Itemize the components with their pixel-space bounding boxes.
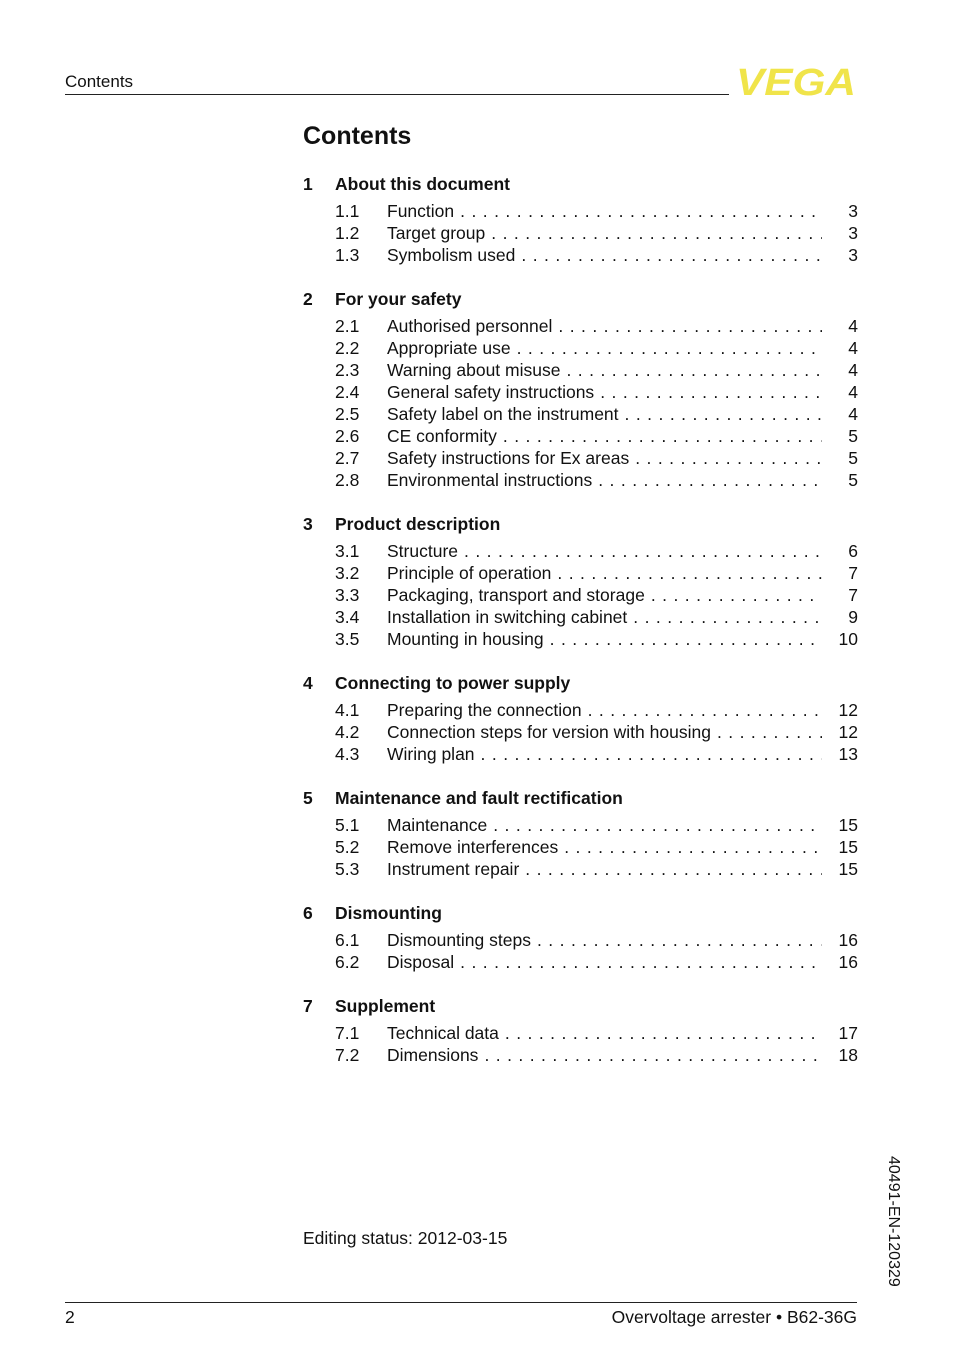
toc-entry-label: Symbolism used xyxy=(387,244,516,265)
toc-entry-page: 16 xyxy=(838,929,858,950)
toc-section xyxy=(303,170,858,266)
toc-section-title: Supplement xyxy=(335,995,436,1016)
toc-section-number: 7 xyxy=(303,995,313,1016)
toc-entry-number: 2.4 xyxy=(335,381,360,402)
toc-dot-leader xyxy=(491,223,822,244)
toc-entry-page: 6 xyxy=(848,540,858,561)
toc-entry-number: 6.1 xyxy=(335,929,360,950)
toc-entry-page: 3 xyxy=(848,222,858,243)
toc-dot-leader xyxy=(517,338,822,359)
toc-section-heading[interactable] xyxy=(303,285,858,313)
toc-entry-page: 4 xyxy=(848,403,858,424)
toc-entry-label: Connection steps for version with housing xyxy=(387,721,711,742)
toc-entry-number: 5.3 xyxy=(335,858,360,879)
toc-entry[interactable] xyxy=(303,584,858,606)
toc-dot-leader xyxy=(460,201,822,222)
toc-entry-page: 12 xyxy=(838,699,858,720)
toc-entry-page: 4 xyxy=(848,381,858,402)
toc-dot-leader xyxy=(633,607,822,628)
toc-entry-number: 6.2 xyxy=(335,951,360,972)
toc-entry-page: 15 xyxy=(838,836,858,857)
toc-entry[interactable] xyxy=(303,606,858,628)
toc-entry-label: Dimensions xyxy=(387,1044,479,1065)
toc-entry[interactable] xyxy=(303,562,858,584)
toc-entry-number: 2.7 xyxy=(335,447,360,468)
toc-entry-label: Safety label on the instrument xyxy=(387,403,619,424)
vega-logo xyxy=(735,64,857,98)
toc-section-heading[interactable] xyxy=(303,510,858,538)
toc-entry[interactable] xyxy=(303,447,858,469)
toc-entry-number: 1.1 xyxy=(335,200,360,221)
toc-entry-label: Remove interferences xyxy=(387,836,559,857)
header-rule xyxy=(65,94,729,95)
toc-entry-page: 4 xyxy=(848,359,858,380)
toc-section xyxy=(303,784,858,880)
toc-section-heading[interactable] xyxy=(303,992,858,1020)
toc-entry-label: Packaging, transport and storage xyxy=(387,584,645,605)
toc-dot-leader xyxy=(481,744,822,765)
toc-entry[interactable] xyxy=(303,1022,858,1044)
toc-entry-label: Preparing the connection xyxy=(387,699,582,720)
toc-entry-page: 4 xyxy=(848,315,858,336)
toc-entry[interactable] xyxy=(303,814,858,836)
toc-dot-leader xyxy=(651,585,822,606)
toc-entry-page: 13 xyxy=(838,743,858,764)
toc-section-title: Product description xyxy=(335,513,501,534)
toc-dot-leader xyxy=(550,629,822,650)
toc-entry-number: 2.1 xyxy=(335,315,360,336)
toc-dot-leader xyxy=(493,815,822,836)
toc-entry-page: 15 xyxy=(838,814,858,835)
toc-dot-leader xyxy=(505,1023,822,1044)
toc-entry-page: 3 xyxy=(848,244,858,265)
toc-section xyxy=(303,899,858,973)
toc-entry[interactable] xyxy=(303,836,858,858)
toc-entry-label: Technical data xyxy=(387,1022,499,1043)
toc-entry-page: 16 xyxy=(838,951,858,972)
toc-dot-leader xyxy=(557,563,822,584)
toc-dot-leader xyxy=(537,930,822,951)
editing-status: Editing status: 2012-03-15 xyxy=(303,1228,508,1248)
toc-entry-label: Appropriate use xyxy=(387,337,511,358)
toc-entry[interactable] xyxy=(303,315,858,337)
svg-text:VEGA: VEGA xyxy=(736,64,856,98)
toc-entry-page: 7 xyxy=(848,562,858,583)
toc-section xyxy=(303,285,858,491)
toc-section-heading[interactable] xyxy=(303,784,858,812)
toc-entry[interactable] xyxy=(303,381,858,403)
toc-entry-label: Disposal xyxy=(387,951,455,972)
toc-entry[interactable] xyxy=(303,699,858,721)
toc-section xyxy=(303,669,858,765)
vega-logo-icon xyxy=(735,64,857,98)
table-of-contents xyxy=(303,170,858,1085)
toc-dot-leader xyxy=(460,952,822,973)
toc-section-title: Dismounting xyxy=(335,902,442,923)
toc-entry[interactable] xyxy=(303,1044,858,1066)
toc-section-number: 6 xyxy=(303,902,313,923)
toc-entry-page: 4 xyxy=(848,337,858,358)
toc-entry-number: 2.5 xyxy=(335,403,360,424)
toc-section-title: Connecting to power supply xyxy=(335,672,571,693)
toc-dot-leader xyxy=(598,470,822,491)
toc-entry-page: 5 xyxy=(848,447,858,468)
toc-entry[interactable] xyxy=(303,403,858,425)
toc-dot-leader xyxy=(503,426,822,447)
toc-entry-page: 7 xyxy=(848,584,858,605)
toc-dot-leader xyxy=(464,541,822,562)
toc-entry[interactable] xyxy=(303,222,858,244)
toc-entry-number: 4.2 xyxy=(335,721,360,742)
toc-entry[interactable] xyxy=(303,244,858,266)
toc-section xyxy=(303,992,858,1066)
toc-entry-number: 3.2 xyxy=(335,562,360,583)
toc-dot-leader xyxy=(566,360,822,381)
toc-entry-number: 3.5 xyxy=(335,628,360,649)
toc-entry[interactable] xyxy=(303,337,858,359)
footer-product-name: Overvoltage arrester • B62-36G xyxy=(611,1307,857,1327)
toc-entry-label: Warning about misuse xyxy=(387,359,561,380)
toc-section-heading[interactable] xyxy=(303,899,858,927)
toc-entry-number: 3.1 xyxy=(335,540,360,561)
toc-entry-label: Wiring plan xyxy=(387,743,475,764)
toc-dot-leader xyxy=(558,316,822,337)
toc-entry-page: 12 xyxy=(838,721,858,742)
toc-section-number: 3 xyxy=(303,513,313,534)
toc-entry[interactable] xyxy=(303,359,858,381)
toc-entry-page: 5 xyxy=(848,469,858,490)
toc-entry-number: 7.1 xyxy=(335,1022,360,1043)
page-title: Contents xyxy=(303,122,412,150)
toc-entry-number: 7.2 xyxy=(335,1044,360,1065)
toc-entry[interactable] xyxy=(303,200,858,222)
footer-rule xyxy=(65,1302,857,1303)
toc-dot-leader xyxy=(600,382,822,403)
toc-entry[interactable] xyxy=(303,425,858,447)
toc-entry-label: Maintenance xyxy=(387,814,488,835)
toc-entry-number: 5.1 xyxy=(335,814,360,835)
toc-entry-number: 2.2 xyxy=(335,337,360,358)
toc-entry-label: Safety instructions for Ex areas xyxy=(387,447,630,468)
toc-entry[interactable] xyxy=(303,540,858,562)
document-code: 40491-EN-120329 xyxy=(885,1156,902,1287)
toc-dot-leader xyxy=(635,448,822,469)
toc-entry-number: 3.4 xyxy=(335,606,360,627)
toc-entry-label: Environmental instructions xyxy=(387,469,593,490)
toc-section-title: About this document xyxy=(335,173,510,194)
toc-entry[interactable] xyxy=(303,858,858,880)
toc-entry-label: Mounting in housing xyxy=(387,628,544,649)
toc-section-number: 2 xyxy=(303,288,313,309)
toc-entry-label: CE conformity xyxy=(387,425,497,446)
toc-entry-label: Principle of operation xyxy=(387,562,552,583)
toc-entry-label: Structure xyxy=(387,540,458,561)
toc-entry-page: 17 xyxy=(838,1022,858,1043)
toc-entry-number: 4.3 xyxy=(335,743,360,764)
toc-entry-number: 4.1 xyxy=(335,699,360,720)
toc-section-heading[interactable] xyxy=(303,669,858,697)
toc-dot-leader xyxy=(484,1045,822,1066)
toc-entry-page: 18 xyxy=(838,1044,858,1065)
toc-entry-page: 15 xyxy=(838,858,858,879)
toc-entry-page: 10 xyxy=(838,628,858,649)
toc-dot-leader xyxy=(564,837,822,858)
toc-entry-page: 5 xyxy=(848,425,858,446)
toc-dot-leader xyxy=(625,404,822,425)
toc-entry-number: 1.2 xyxy=(335,222,360,243)
toc-section xyxy=(303,510,858,650)
toc-entry[interactable] xyxy=(303,469,858,491)
toc-entry[interactable] xyxy=(303,628,858,650)
toc-dot-leader xyxy=(521,245,822,266)
toc-dot-leader xyxy=(588,700,822,721)
toc-entry-number: 2.3 xyxy=(335,359,360,380)
toc-section-heading[interactable] xyxy=(303,170,858,198)
toc-entry-number: 2.8 xyxy=(335,469,360,490)
toc-entry[interactable] xyxy=(303,951,858,973)
toc-entry-page: 3 xyxy=(848,200,858,221)
toc-dot-leader xyxy=(525,859,822,880)
toc-dot-leader xyxy=(717,722,822,743)
toc-entry-number: 2.6 xyxy=(335,425,360,446)
toc-entry-label: Dismounting steps xyxy=(387,929,531,950)
toc-entry[interactable] xyxy=(303,929,858,951)
toc-entry-number: 3.3 xyxy=(335,584,360,605)
toc-entry-label: Authorised personnel xyxy=(387,315,553,336)
toc-entry[interactable] xyxy=(303,721,858,743)
toc-section-title: Maintenance and fault rectification xyxy=(335,787,623,808)
toc-entry-label: General safety instructions xyxy=(387,381,595,402)
toc-entry[interactable] xyxy=(303,743,858,765)
toc-entry-label: Installation in switching cabinet xyxy=(387,606,628,627)
toc-section-number: 4 xyxy=(303,672,313,693)
toc-section-number: 5 xyxy=(303,787,313,808)
toc-entry-label: Instrument repair xyxy=(387,858,520,879)
toc-entry-label: Function xyxy=(387,200,455,221)
toc-entry-page: 9 xyxy=(848,606,858,627)
toc-section-number: 1 xyxy=(303,173,313,194)
toc-entry-number: 1.3 xyxy=(335,244,360,265)
toc-entry-number: 5.2 xyxy=(335,836,360,857)
running-header: Contents xyxy=(65,72,134,91)
toc-section-title: For your safety xyxy=(335,288,462,309)
toc-entry-label: Target group xyxy=(387,222,486,243)
footer-page-number: 2 xyxy=(65,1307,75,1327)
